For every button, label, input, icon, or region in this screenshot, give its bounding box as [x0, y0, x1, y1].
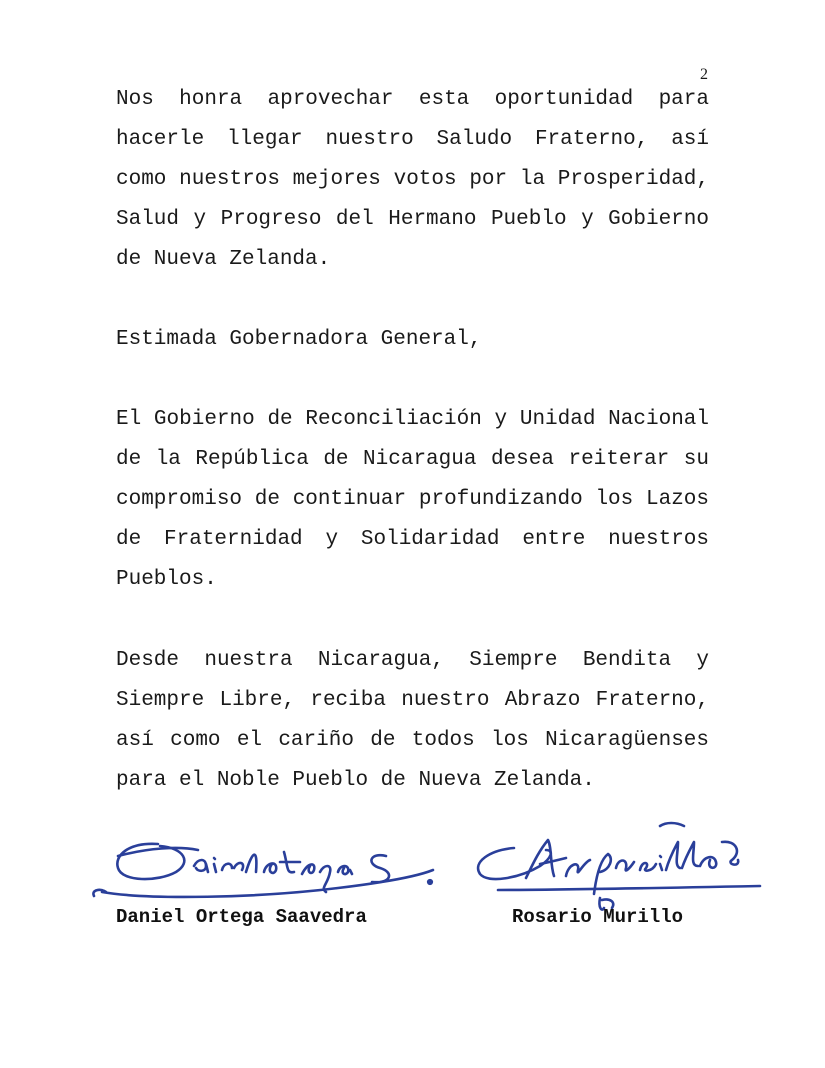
paragraph-salutation: Estimada Gobernadora General, [116, 328, 482, 351]
paragraph-closing: Desde nuestra Nicaragua, Siempre Bendita y Siempre Libre, reciba nuestro Abrazo Fraterno, así como el cariño de todos los Nicaragüenses para el Noble Pueblo de Nueva Zelanda. [116, 649, 709, 792]
signature-rosario-murillo [470, 812, 770, 912]
signer-name-daniel-ortega: Daniel Ortega Saavedra [116, 906, 367, 928]
paragraph-greeting: Nos honra aprovechar esta oportunidad para hacerle llegar nuestro Saludo Fraterno, así como nuestros mejores votos por la Prosperidad, Salud y Progreso del Hermano Pueblo y Gobierno de Nueva Zelanda. [116, 88, 709, 271]
paragraph-commitment: El Gobierno de Reconciliación y Unidad Nacional de la República de Nicaragua desea reiterar su compromiso de continuar profundizando los Lazos de Fraternidad y Solidaridad entre nuestros Pueblos. [116, 408, 709, 591]
signature-daniel-ortega [88, 812, 448, 912]
signer-name-rosario-murillo: Rosario Murillo [512, 906, 684, 928]
page-number: 2 [700, 66, 708, 83]
